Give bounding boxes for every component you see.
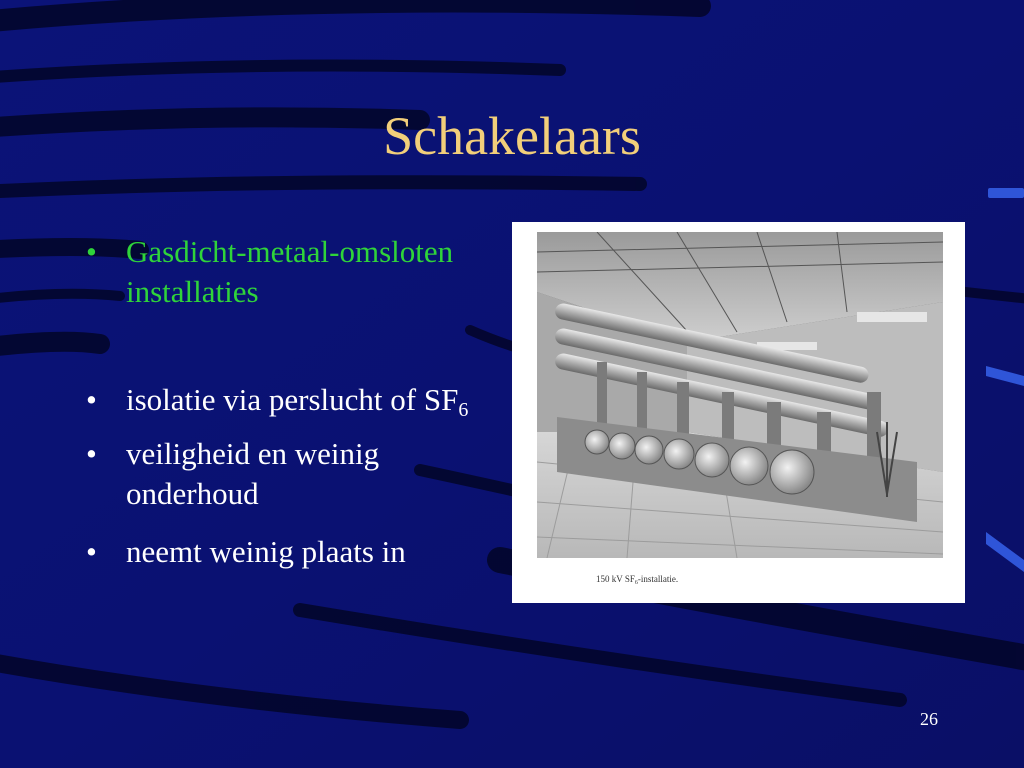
bullet-text: neemt weinig plaats in (126, 534, 406, 569)
bullet-text: isolatie via perslucht of SF (126, 382, 459, 417)
slide-number: 26 (920, 709, 938, 729)
gis-installation-photo (537, 232, 943, 582)
caption-text: 150 kV SF (596, 574, 635, 584)
bullet-dot: • (86, 534, 97, 569)
bullet-item (86, 232, 506, 312)
slide-title: Schakelaars (383, 106, 641, 166)
photo-caption (596, 574, 678, 584)
bullet-item (86, 532, 506, 572)
bullet-item (86, 434, 506, 514)
caption-tail: -installatie. (637, 574, 679, 584)
bullet-list (86, 232, 506, 572)
bullet-text: Gasdicht-metaal-omsloten installaties (126, 234, 454, 309)
bullet-dot: • (86, 234, 97, 269)
bullet-dot: • (86, 382, 97, 417)
bullet-text: veiligheid en weinig onderhoud (126, 436, 380, 511)
caption-subscript: 6 (634, 580, 638, 586)
subscript: 6 (458, 399, 469, 421)
bullet-item (86, 380, 506, 420)
installation-photo-frame (512, 222, 965, 603)
bullet-dot: • (86, 436, 97, 471)
